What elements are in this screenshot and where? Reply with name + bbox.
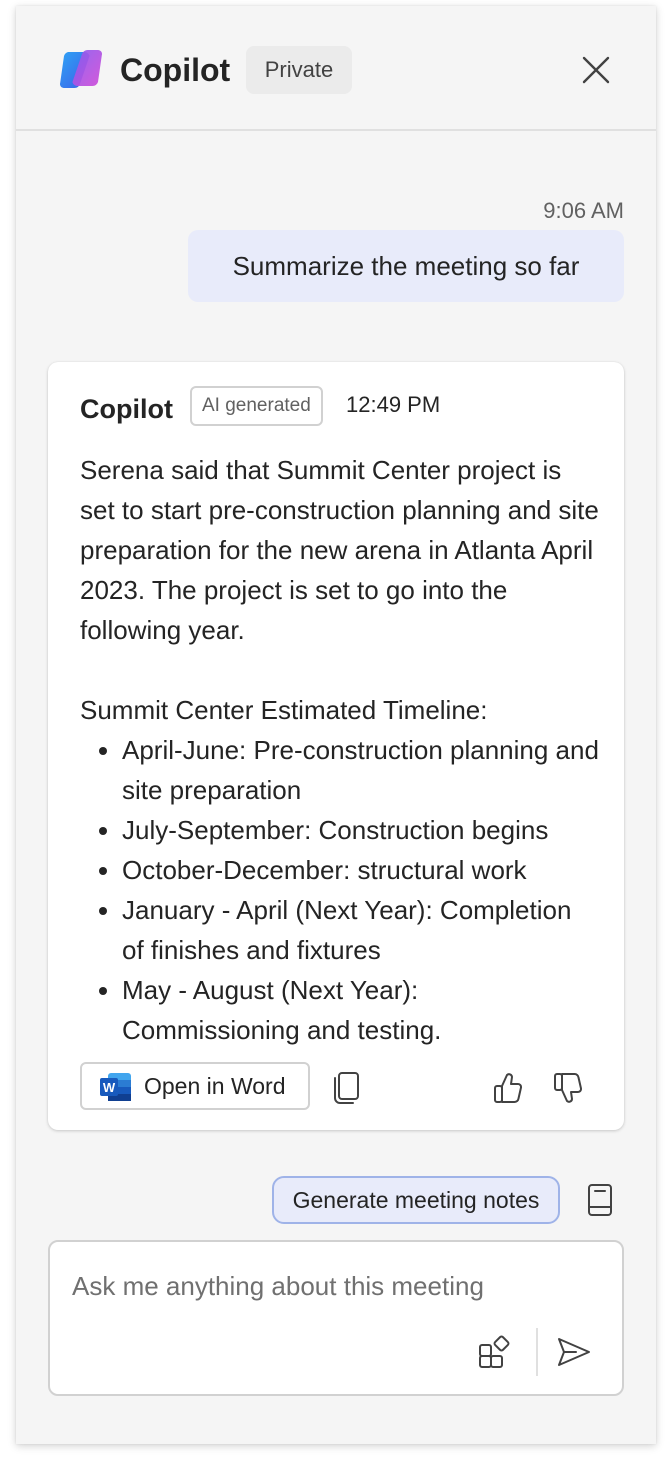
thumbs-down-icon	[553, 1072, 583, 1104]
response-paragraph: Serena said that Summit Center project is set to start pre-construction planning and site preparation for the new arena in Atlanta April 2023. The project is set to go into the following year.	[80, 455, 599, 645]
copilot-response-card	[48, 362, 624, 1130]
open-in-word-button[interactable]	[80, 1062, 310, 1110]
copy-button[interactable]	[328, 1070, 364, 1106]
ai-generated-badge: AI generated	[190, 386, 323, 426]
close-icon	[582, 56, 610, 84]
timeline-list	[80, 730, 600, 1050]
copy-icon	[332, 1071, 360, 1105]
user-message-time: 9:06 AM	[543, 198, 624, 223]
panel-header	[16, 6, 656, 131]
timeline-item: • January - April (Next Year): Completion of finishes and fixtures	[122, 890, 600, 970]
timeline-item: • April-June: Pre-construction planning and site preparation	[122, 730, 600, 810]
user-message-bubble: Summarize the meeting so far	[188, 230, 624, 302]
open-in-word-label: Open in Word	[144, 1073, 286, 1099]
response-time: 12:49 PM	[346, 392, 441, 417]
copilot-panel	[16, 6, 656, 1444]
timeline-item: • July-September: Construction begins	[122, 810, 600, 850]
add-apps-button[interactable]	[476, 1334, 512, 1370]
prompt-book-button[interactable]	[582, 1182, 618, 1218]
app-title: Copilot	[120, 52, 231, 88]
timeline-item: • May - August (Next Year): Commissioning and testing.	[122, 970, 600, 1050]
private-badge: Private	[246, 46, 352, 94]
generate-meeting-notes-button[interactable]: Generate meeting notes	[272, 1176, 560, 1224]
message-input[interactable]	[72, 1262, 592, 1310]
thumbs-down-button[interactable]	[550, 1070, 586, 1106]
message-composer	[48, 1240, 624, 1396]
timeline-item: • October-December: structural work	[122, 850, 600, 890]
close-button[interactable]	[574, 48, 618, 92]
svg-text:W: W	[102, 1080, 116, 1095]
prompt-book-icon	[586, 1183, 614, 1217]
thumbs-up-button[interactable]	[490, 1070, 526, 1106]
send-button[interactable]	[556, 1334, 592, 1370]
response-author: Copilot	[80, 394, 173, 424]
response-body	[80, 450, 600, 1050]
word-icon	[100, 1072, 132, 1102]
add-apps-icon	[477, 1335, 511, 1369]
composer-divider	[536, 1328, 538, 1376]
copilot-logo-icon	[58, 46, 104, 92]
timeline-title: Summit Center Estimated Timeline:	[80, 695, 488, 725]
send-icon	[556, 1336, 592, 1368]
thumbs-up-icon	[493, 1072, 523, 1104]
